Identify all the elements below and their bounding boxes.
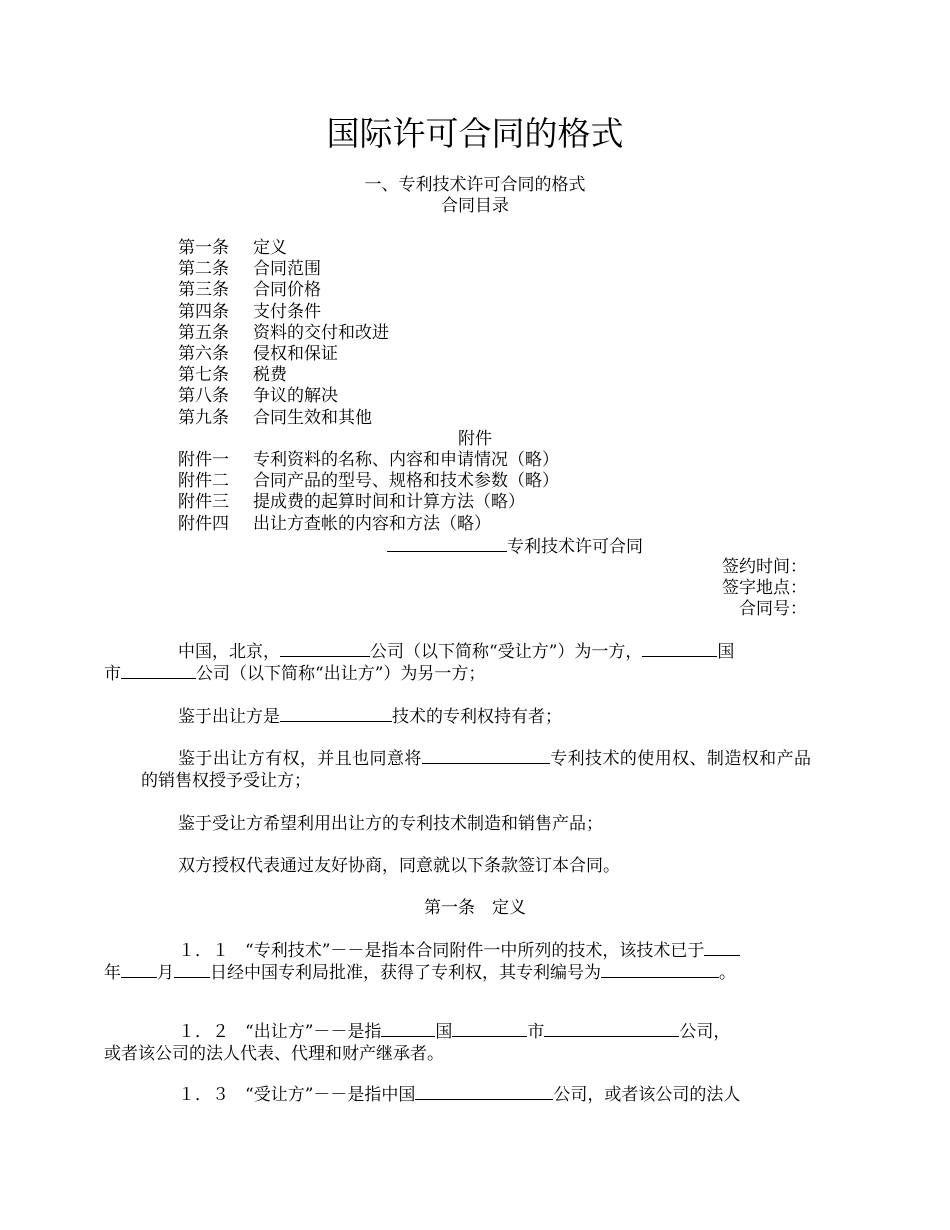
annex-item: 附件三 提成费的起算时间和计算方法（略） bbox=[178, 492, 525, 513]
preamble-whereas-2: 鉴于出让方有权，并且也同意将 专利技术的使用权、制造权和产品的销售权授予受让方； bbox=[141, 749, 812, 791]
field-blank bbox=[415, 1085, 553, 1100]
field-blank bbox=[452, 1022, 527, 1037]
field-blank bbox=[381, 1022, 435, 1037]
toc-item: 第六条 侵权和保证 bbox=[178, 343, 338, 364]
toc-item: 第五条 资料的交付和改进 bbox=[178, 322, 389, 343]
clause-1-1: １．１ “专利技术”－－是指本合同附件一中所列的技术，该技术已于 年 月 日经中国专利局批准，获得了专利权，其专利编号为 。 bbox=[141, 940, 811, 984]
toc-item: 第一条 定义 bbox=[178, 238, 287, 258]
annex-item: 附件四 出让方查帐的内容和方法（略） bbox=[178, 513, 491, 534]
article-list bbox=[178, 238, 389, 429]
toc-item: 第二条 合同范围 bbox=[178, 259, 321, 280]
contract-title-line bbox=[0, 537, 950, 558]
preamble-whereas-3: 鉴于受让方希望利用出让方的专利技术制造和销售产品； bbox=[178, 814, 603, 834]
field-blank bbox=[422, 749, 550, 764]
sign-place-label: 签字地点： bbox=[722, 578, 807, 598]
contract-name-blank bbox=[387, 537, 507, 552]
toc-item: 第四条 支付条件 bbox=[178, 301, 321, 322]
preamble-agreement: 双方授权代表通过友好协商，同意就以下条款签订本合同。 bbox=[178, 856, 620, 876]
toc-item: 第七条 税费 bbox=[178, 365, 287, 386]
annex-heading: 附件 bbox=[458, 429, 492, 449]
field-blank bbox=[174, 963, 210, 978]
field-blank bbox=[121, 963, 157, 978]
contract-number-label: 合同号： bbox=[739, 599, 807, 619]
annex-item: 附件二 合同产品的型号、规格和技术参数（略） bbox=[178, 471, 559, 492]
field-blank bbox=[544, 1022, 679, 1037]
contract-title: 专利技术许可合同 bbox=[507, 537, 643, 557]
section-subtitle: 一、专利技术许可合同的格式 bbox=[364, 175, 586, 195]
field-blank bbox=[642, 642, 717, 657]
field-blank bbox=[601, 963, 719, 978]
field-blank bbox=[280, 707, 392, 722]
field-blank bbox=[704, 941, 740, 956]
field-blank bbox=[121, 664, 196, 679]
clause-1-2: １．２ “出让方”－－是指 国 市 公司， 或者该公司的法人代表、代理和财产继承者。 bbox=[104, 1022, 731, 1064]
preamble-whereas-1: 鉴于出让方是 技术的专利权持有者； bbox=[178, 707, 562, 727]
document-title: 国际许可合同的格式 bbox=[326, 114, 624, 153]
toc-item: 第八条 争议的解决 bbox=[178, 386, 338, 407]
field-blank bbox=[280, 642, 370, 657]
annex-list bbox=[178, 450, 559, 535]
contents-heading: 合同目录 bbox=[441, 196, 509, 216]
preamble-parties: 中国，北京， 公司（以下简称“受让方”）为一方， 国 市 公司（以下简称“出让方”）为另一方； bbox=[104, 642, 735, 684]
toc-item: 第三条 合同价格 bbox=[178, 280, 321, 301]
article-1-heading: 第一条 定义 bbox=[424, 898, 526, 918]
clause-1-3: １．３ “受让方”－－是指中国 公司，或者该公司的法人 bbox=[178, 1085, 741, 1105]
annex-item: 附件一 专利资料的名称、内容和申请情况（略） bbox=[178, 450, 559, 470]
sign-time-label: 签约时间： bbox=[722, 557, 807, 577]
toc-item: 第九条 合同生效和其他 bbox=[178, 407, 372, 428]
